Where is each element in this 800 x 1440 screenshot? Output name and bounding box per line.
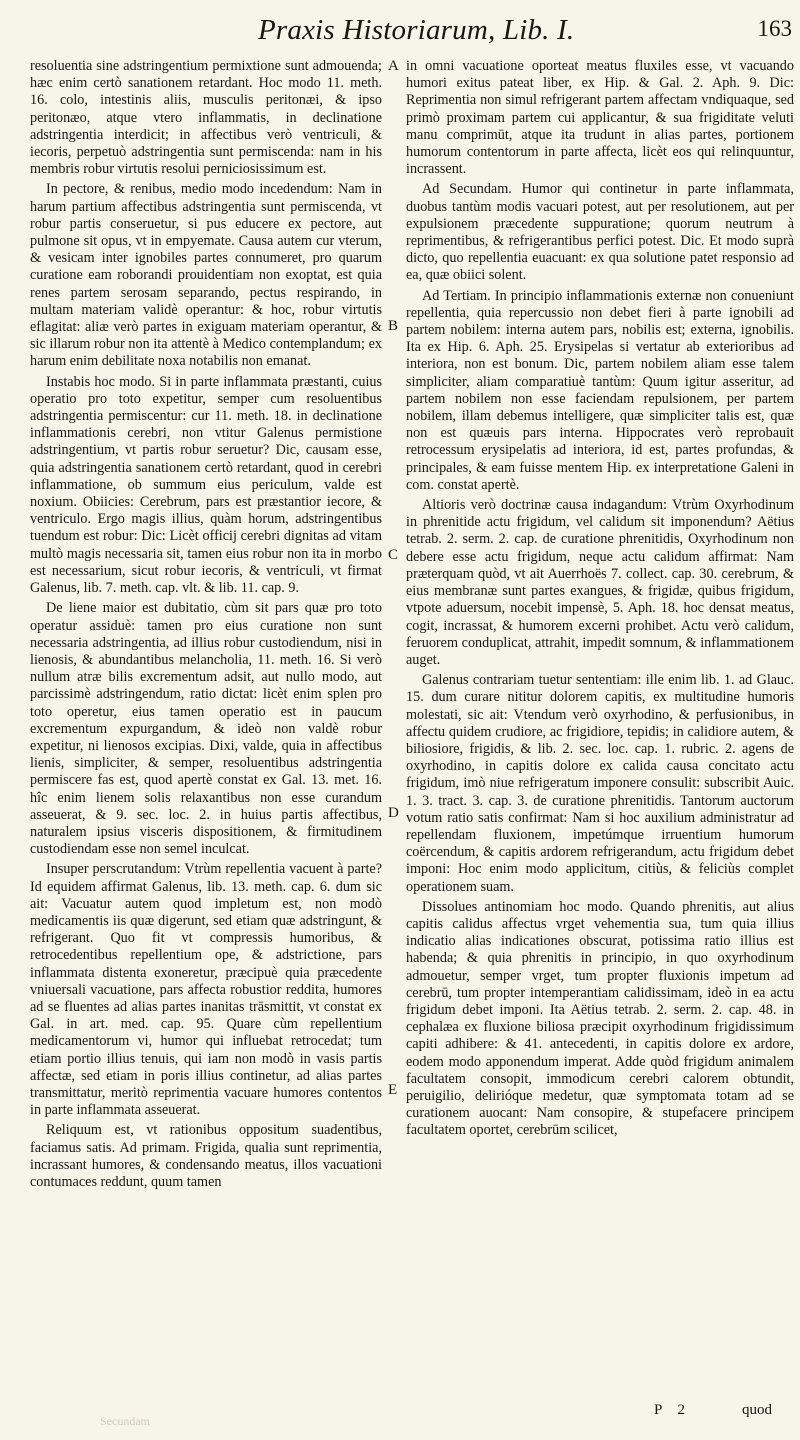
page-footer [0, 1400, 800, 1430]
running-title: Praxis Historiarum, Lib. I. [258, 14, 575, 46]
paragraph: resoluentia sine adstringentium permixtione sunt admouenda; hæc enim certò sanationem retardant. Hoc modo 11. meth. 16. colo, intestinis aliis, musculis peritonæi, & ipso peritonæo, atque vtero inflammatis, in declinatione adstringentia interdicit; in affectibus verò ventriculi, & iecoris, perpetuò adstringentia sunt permiscenda: nam in his membris robur virtutis resolui perniciosissimum est. [30, 58, 382, 178]
paragraph: Dissolues antinomiam hoc modo. Quando phrenitis, aut alius capitis calidus affectus vrget vehementia sua, tum quia illius indicatio alias indicationes obscurat, potissima ratio illius est habenda; & quia phrenitis in principio, in quo oxyrhodinum admouetur, semper vrget, tum propter fluxionis impetum ad cerebrū, tum propter intemperantiam calidissimam, ideò in ea actu frigidum debet imponi. Ita Aëtius tetrab. 2. serm. 2. cap. 48. in cephalæa ex fluxione biliosa præcipit oxyrhodinum frigidissimum capiti adhibere: & 41. antecedenti, in capitis dolore ex ardore, eodem modo apponendum imperat. Adde quòd frigidum animalem facultatem consopit, immodicum cerebri calorem obtundit, peruigilio, delirióque medetur, quæ symptomata totam ad se curationem auocant: Nam consopire, & stupefacere principem facultatem oportet, cerebrūm scilicet, [406, 898, 794, 1139]
page-header [0, 14, 800, 54]
paragraph: Ad Tertiam. In principio inflammationis externæ non conueniunt repellentia, quia repercussio non debet fieri à parte ignobili ad partem nobilem: interna autem pars, nobilis est; externa, ignobilis. Ita ex Hip. 6. Aph. 25. Erysipelas si vertatur ab exterioribus ad interiora, non est bonum. Dic, partem nobilem aliam esse talem simpliciter, aliam comparatiuè tantùm: Quum igitur asseritur, ad partem nobilem non esse faciendam repulsionem, per partem nobilem, illam debemus intelligere, quæ simpliciter talis est, quæ non est quæuis pars interna. Hippocrates verò reprobauit retrocessum erysipelatis ad interiora, id est, partes profundas, & principales, & eam fuisse mentem Hip. ex interpretatione Galeni in com. constat apertè. [406, 287, 794, 493]
paragraph: Reliquum est, vt rationibus oppositum suadentibus, faciamus satis. Ad primam. Frigida, qualia sunt reprimentia, incrassant humores, & condensando meatus, illos vacuationi contumaces reddunt, quum tamen [30, 1122, 382, 1190]
margin-letter-d: D [388, 805, 399, 821]
margin-letter-c: C [388, 547, 399, 563]
paragraph: Insuper perscrutandum: Vtrùm repellentia vacuent à parte? Id equidem affirmat Galenus, lib. 13. meth. cap. 6. dum sic ait: Vacuatur autem quod impletum est, non modò medicamentis iis quæ digerunt, sed etiam quæ adstringunt, & refrigerant. Quo fit vt compressis humoribus, & retrocedentibus repellentium ope, & adstrictione, pars inflammata distenta exoneretur, præcipuè quia præcedente vniuersali vacuatione, pars affecta robustior reddita, humores ad se fluentes ad alias partes inanitas trāsmittit, vt constat ex Gal. in art. med. cap. 95. Quare cùm repellentium medicamentorum vi, humor qui influebat retrocedat; tum etiam portio illius tenuis, qui iam non modò in vasis partis affectæ, sed etiam in poris illius continetur, ad alias partes transmittatur, meritò reprimentia vacuare humores contentos in parte inflammata asseuerat. [30, 861, 382, 1119]
left-column [30, 58, 382, 1194]
margin-letter-a: A [388, 58, 399, 74]
show-through-text: Secundam [100, 1414, 150, 1428]
paragraph: In pectore, & renibus, medio modo incedendum: Nam in harum partium affectibus adstringentia sunt permiscenda, vt robur partis conseruetur, si pus educere ex pectore, aut pulmone sit opus, vt in empyemate. Causa autem cur vterum, & vesicam inter ignobiles partes connumeret, pro quarum curatione eam roborandi prouidentiam non exoptat, est quia renes partem serosam separando, pectus respirando, in multam materiam validè operantur: & hoc, robur virtutis eflagitat: aliæ verò partes in exiguam materiam operantur, & sic illarum robur non ita attentè à Medico contemplandum; ex harum enim debilitate noxa notabilis non emanat. [30, 181, 382, 370]
margin-letter-b: B [388, 318, 399, 334]
paragraph: Altioris verò doctrinæ causa indagandum: Vtrùm Oxyrhodinum in phrenitide actu frigidum, vel calidum sit imponendum? Aëtius tetrab. 2. serm. 2. cap. de curatione phrenitidis, Oxyrhodinum non debere esse actu frigidum, neque actu calidum affirmat: Nam præterquam quòd, vt ait Auerrhoës 7. collect. cap. 30. cerebrum, & eius membranæ sunt partes exangues, & frigidæ, quibus frigidum, vtpote aduersum, nocebit impensè, 5. Aph. 18. hoc densat meatus, cogit, incrassat, & humorem excerni prohibet. Actu verò calidum, feruorem conduplicat, attrahit, impedit somnum, & inflammationem auget. [406, 497, 794, 668]
paragraph: in omni vacuatione oporteat meatus fluxiles esse, vt vacuando humori exitus pateat liber, ex Hip. & Gal. 2. Aph. 9. Dic: Reprimentia non simul refrigerant partem affectam vndiquaque, sed primò proximam partem cui applicantur, & sua frigiditate veluti manu comprimūt, atque ita trudunt in alias partes, portionem humorum contentorum in parte affecta, licèt eos qui relinquuntur, incrassent. [406, 58, 794, 178]
paragraph: De liene maior est dubitatio, cùm sit pars quæ pro toto operatur assiduè: tamen pro eius curatione non sunt necessaria adstringentia, ad illius robur custodiendum, nisi in lienosis, & abundantibus melancholia, 11. meth. 16. Si verò nullum atræ bilis excrementum adsit, aut nullo modo, aut parcissimè adstringendum, ratio dictat: licèt enim splen pro toto operetur, eius tamen operatio est in paucum excrementum expurgandum, & ideò non valdè robur expetitur, ni lienosos excipias. Dixi, valde, quia in affectibus lienis, simpliciter, & semper, resoluentibus adstringentia permiscere fas est, quod apertè constat ex Gal. 13. met. 16. hîc enim lienem solis relaxantibus non esse curandum asseuerat, & 9. sec. loc. 2. in huius partis affectibus, naturalem ipsius visceris dispositionem, & firmitudinem custodiendam esse non semel inculcat. [30, 600, 382, 858]
paragraph: Instabis hoc modo. Si in parte inflammata præstanti, cuius operatio pro toto expetitur, semper cum resoluentibus adstringentia permiscentur: cur 11. meth. 18. in declinatione inflammationis cerebri, non vtitur Galenus permistione adstringentium, vt partis robur seruetur? Dic, causam esse, quia adstringentia sanationem certò retardant, quod in cerebri inflammatione, ob summum eius periculum, valde est noxium. Obiicies: Cerebrum, pars est præstantior iecore, & ventriculo. Ergo magis illius, quàm horum, adstringentibus tuendum est robur: Dic: Licèt officij cerebri dignitas ad vitam multò magis necessaria sit, tamen eius robur non ita in morbo est necessarium, sicut robur iecoris, & ventriculi, vt firmat Galenus, lib. 7. meth. cap. vlt. & lib. 11. cap. 9. [30, 373, 382, 597]
signature-mark: P 2 [654, 1402, 692, 1418]
catchword: quod [742, 1402, 772, 1418]
paragraph: Galenus contrariam tuetur sententiam: ille enim lib. 1. ad Glauc. 15. dum curare nititur dolorem capitis, ex multitudine humoris molestati, sic ait: Vtendum verò oxyrhodino, & perfusionibus, in affectu quidem crudiore, ac frigidiore, tepidis; in calidiore autem, & biliosiore, frigidis, & lib. 2. sec. loc. cap. 1. rubric. 2. agens de oxyrhodino, in capitis dolore ex calida causa concitato actu frigidum, imò niue refrigeratum imponere consulit: subscribit Auic. 1. 3. tract. 3. cap. 3. de curatione phrenitidis. Tantorum auctorum votum ratio satis confirmat: Nam si hoc auxilium administratur ad repellendam fluxionem, impetúmque irruentium humorum coërcendum, & capitis ardorem refrigerandum, actu frigidum debet imponi: Hoc enim modo applicitum, citiùs, & feliciùs complet operationem suam. [406, 672, 794, 895]
page-number: 163 [757, 16, 792, 41]
right-column [406, 58, 794, 1143]
paragraph: Ad Secundam. Humor qui continetur in parte inflammata, duobus tantùm modis vacuari potest, aut per resolutionem, aut per expulsionem præcedente suppuratione; quorum neutrum à reprimentibus, & refrigerantibus perfici potest. Dic. Et modo suprà dicto, quo repellentia euacuant: ex qua solutione patet responsio ad ea, quæ obiici solent. [406, 181, 794, 284]
margin-letter-e: E [388, 1082, 398, 1098]
